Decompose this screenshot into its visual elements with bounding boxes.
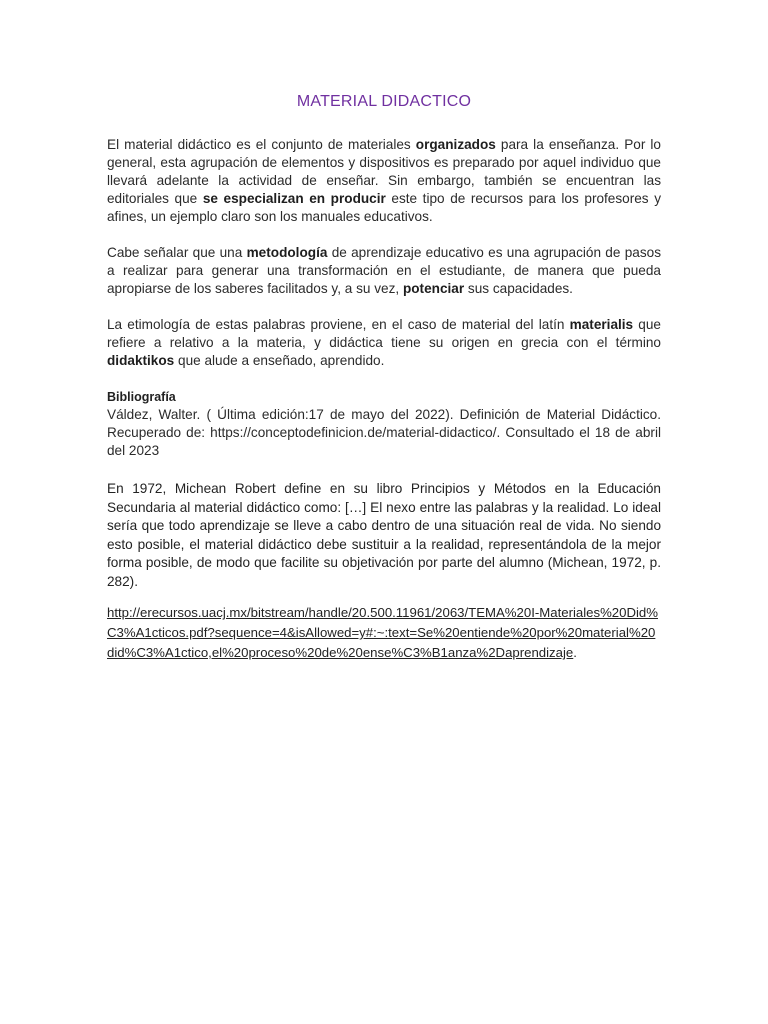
bibliography-heading: Bibliografía xyxy=(107,390,176,404)
paragraph-text: que refiere a relativo a la materia, y didáctica tiene su origen en grecia con el término xyxy=(107,317,661,350)
link-trailing-period: . xyxy=(573,645,577,660)
paragraph-methodology xyxy=(107,244,661,298)
quote-paragraph: En 1972, Michean Robert define en su libro Principios y Métodos en la Educación Secundaria al material didáctico como: […] El nexo entre las palabras y la realidad. Lo ideal sería que todo aprendizaje se lleve a cabo dentro de una situación real de vida. No siendo esto posible, el material didáctico debe sustituir a la realidad, representándola de la mejor forma posible, de modo que facilite su objetivación por parte del alumno (Michean, 1972, p. 282). xyxy=(107,481,661,589)
paragraph-text: de aprendizaje educativo es una agrupación de pasos a realizar para generar una transformación en el estudiante, de manera que pueda apropiarse de los saberes facilitados y, a su vez, xyxy=(107,245,661,296)
bold-term: se especializan en producir xyxy=(202,191,386,206)
paragraph-text: que alude a enseñado, aprendido. xyxy=(174,353,385,368)
paragraph-text: El material didáctico es el conjunto de materiales xyxy=(107,137,416,152)
bold-term: didaktikos xyxy=(107,353,175,368)
reference-link-block xyxy=(107,603,661,663)
paragraph-text: para la enseñanza. Por lo general, esta agrupación de elementos y dispositivos es preparado por aquel individuo que llevará adelante la actividad de enseñar. Sin embargo, también se encuentran las editoriales que xyxy=(107,137,661,206)
paragraph-text: Cabe señalar que una xyxy=(107,245,247,260)
bold-term: materialis xyxy=(569,317,634,332)
bibliography-entry: Váldez, Walter. ( Última edición:17 de mayo del 2022). Definición de Material Didáctico. Recuperado de: https://conceptodefinicion.de/material-didactico/. Consultado el 18 de abril del 2023 xyxy=(107,407,661,458)
document-body xyxy=(107,93,661,663)
reference-link[interactable]: http://erecursos.uacj.mx/bitstream/handle/20.500.11961/2063/TEMA%20I-Materiales%20Did%C3%A1cticos.pdf?sequence=4&isAllowed=y#:~:text=Se%20entiende%20por%20material%20did%C3%A1ctico,el%20proceso%20de%20ense%C3%B1anza%2Daprendizaje xyxy=(107,605,658,660)
paragraph-text: este tipo de recursos para los profesores y afines, un ejemplo claro son los manuales educativos. xyxy=(107,191,661,224)
paragraph-etymology xyxy=(107,316,661,370)
document-title: MATERIAL DIDACTICO xyxy=(296,93,472,110)
bold-term: potenciar xyxy=(402,281,465,296)
paragraph-definition xyxy=(107,136,661,226)
paragraph-text: sus capacidades. xyxy=(464,281,573,296)
bold-term: metodología xyxy=(246,245,328,260)
bold-term: organizados xyxy=(415,137,496,152)
paragraph-text: La etimología de estas palabras proviene, en el caso de material del latín xyxy=(107,317,570,332)
